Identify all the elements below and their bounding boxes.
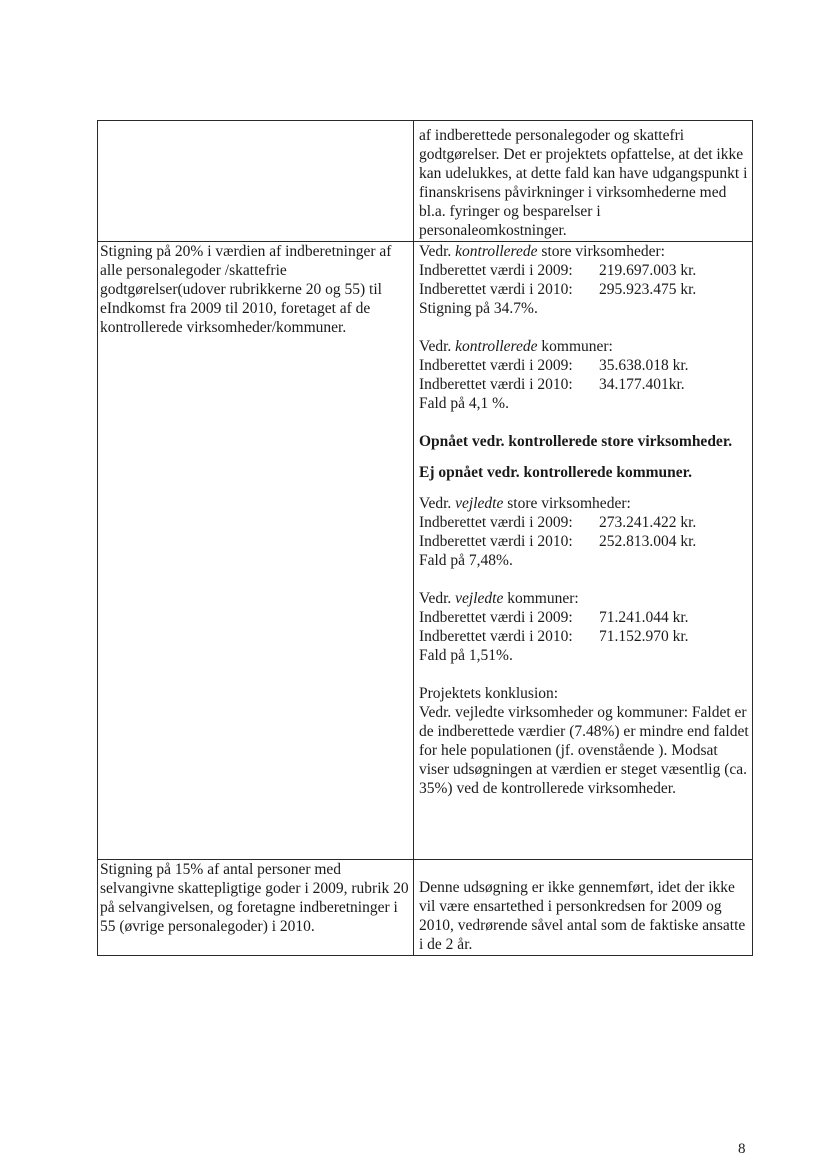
group-heading: Vedr. kontrollerede store virksomheder: [419, 243, 665, 260]
value-line: Indberettet værdi i 2009: 219.697.003 kr. [419, 262, 697, 279]
conclusion-title: Projektets konklusion: [419, 685, 559, 702]
bold-conclusion-achieved: Opnået vedr. kontrollerede store virksomheder. [419, 433, 733, 450]
row3-right-cell [419, 878, 749, 954]
bold-conclusion-not-achieved: Ej opnået vedr. kontrollerede kommuner. [419, 464, 692, 481]
group-kontrollerede-virksomheder [419, 242, 749, 318]
row3-right-text: Denne udsøgning er ikke gennemført, idet der ikke vil være ensartethed i personkredsen for 2009 og 2010, vedrørende såvel antal som de faktiske ansatte i de 2 år. [419, 879, 746, 953]
value-line: Indberettet værdi i 2010: 71.152.970 kr. [419, 628, 689, 645]
value-line: Indberettet værdi i 2009: 35.638.018 kr. [419, 357, 689, 374]
row3-left-cell [97, 860, 410, 936]
group-result: Fald på 1,51%. [419, 647, 513, 664]
evaluation-table [97, 120, 753, 956]
value-line: Indberettet værdi i 2009: 71.241.044 kr. [419, 609, 689, 626]
conclusion-text: Vedr. vejledte virksomheder og kommuner: Faldet er de indberettede værdier (7.48%) er mindre end faldet for hele populationen (jf. ovenstående ). Modsat viser udsøgningen at værdien er steget væsentlig (ca. 35%) ved de kontrollerede virksomheder. [419, 704, 749, 797]
table-border-bottom [97, 955, 753, 956]
page-number: 8 [738, 1141, 746, 1157]
group-result: Stigning på 34.7%. [419, 300, 538, 317]
row2-criterion-text: Stigning på 20% i værdien af indberetninger af alle personalegoder /skattefrie godtgørelser(udover rubrikkerne 20 og 55) til eIndkomst fra 2009 til 2010, foretaget af de kontrollerede virksomheder/kommuner. [100, 243, 392, 336]
row2-right-cell [419, 242, 749, 798]
group-heading: Vedr. kontrollerede kommuner: [419, 338, 613, 355]
value-line: Indberettet værdi i 2009: 273.241.422 kr. [419, 514, 697, 531]
group-heading: Vedr. vejledte store virksomheder: [419, 495, 631, 512]
group-kontrollerede-kommuner [419, 337, 749, 413]
table-border-top [97, 120, 753, 121]
group-heading: Vedr. vejledte kommuner: [419, 590, 579, 607]
table-column-divider [413, 120, 414, 956]
row2-left-cell [97, 242, 410, 337]
value-line: Indberettet værdi i 2010: 295.923.475 kr. [419, 281, 697, 298]
group-result: Fald på 4,1 %. [419, 395, 509, 412]
group-vejledte-virksomheder [419, 494, 749, 570]
group-result: Fald på 7,48%. [419, 552, 513, 569]
value-line: Indberettet værdi i 2010: 252.813.004 kr. [419, 533, 697, 550]
table-border-right [752, 120, 753, 956]
value-line: Indberettet værdi i 2010: 34.177.401kr. [419, 376, 685, 393]
group-vejledte-kommuner [419, 589, 749, 665]
row1-right-cell [419, 126, 749, 240]
row1-right-text: af indberettede personalegoder og skattefri godtgørelser. Det er projektets opfattelse, at det ikke kan udelukkes, at dette fald kan have udgangspunkt i finanskrisens påvirkninger i virksomhederne med bl.a. fyringer og besparelser i personaleomkostninger. [419, 127, 748, 239]
row3-criterion-text: Stigning på 15% af antal personer med selvangivne skattepligtige goder i 2009, rubrik 20 på selvangivelsen, og foretagne indberetninger i 55 (øvrige personalegoder) i 2010. [100, 861, 409, 935]
